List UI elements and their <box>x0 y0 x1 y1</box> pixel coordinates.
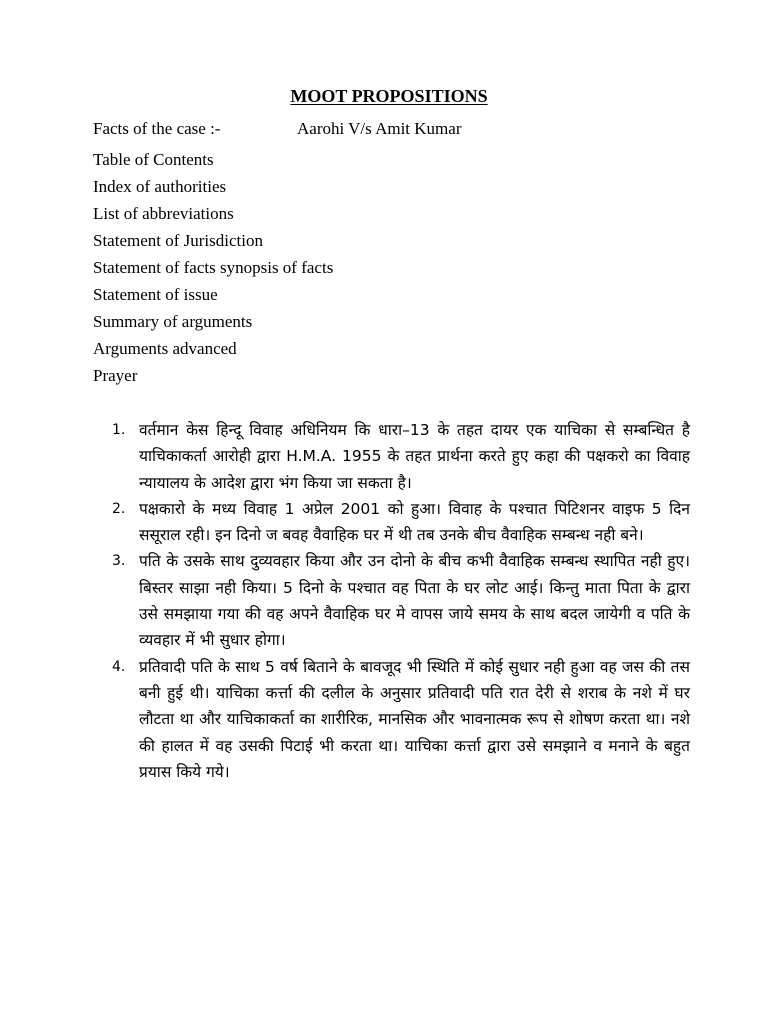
fact-text: वर्तमान केस हिन्दू विवाह अधिनियम कि धारा–13 के तहत दायर एक याचिका से सम्बन्धित है याचिकाकर्ता आरोही द्वारा H.M.A. 1955 के तहत प्रार्थना करते हुए कहा की पक्षकरो का विवाह न्यायालय के आदेश द्वारा भंग किया जा सकता है। <box>139 421 690 492</box>
facts-label: Facts of the case :- <box>93 119 221 138</box>
fact-item <box>112 654 690 785</box>
contents-item: Statement of facts synopsis of facts <box>93 258 334 277</box>
contents-item: Arguments advanced <box>93 339 237 358</box>
contents-item: Summary of arguments <box>93 312 253 331</box>
facts-of-case-row <box>93 119 693 139</box>
contents-item: Table of Contents <box>93 150 214 169</box>
contents-list <box>93 149 333 392</box>
fact-text: पक्षकारो के मध्य विवाह 1 अप्रेल 2001 को हुआ। विवाह के पश्चात पिटिशनर वाइफ 5 दिन ससूराल रही। इन दिनो ज बवह वैवाहिक घर में थी तब उनके बीच वैवाहिक सम्बन्ध नही बने। <box>139 499 690 545</box>
contents-item: List of abbreviations <box>93 204 234 223</box>
fact-text: पति के उसके साथ दुव्यवहार किया और उन दोनो के बीच कभी वैवाहिक सम्बन्ध स्थापित नही हुए। बिस्तर साझा नही किया। 5 दिनो के पश्चात वह पिता के घर लोट आई। किन्तु माता पिता के द्वारा उसे समझाया गया की वह अपने वैवाहिक घर मे वापस जाये समय के साथ बदल जायेगी व पति के व्यवहार में भी सुधार होगा। <box>139 552 690 650</box>
contents-item: Index of authorities <box>93 177 227 196</box>
fact-number: 2. <box>112 500 126 517</box>
fact-number: 3. <box>112 553 126 570</box>
contents-item: Statement of issue <box>93 285 218 304</box>
fact-text: प्रतिवादी पति के साथ 5 वर्ष बिताने के बावजूद भी स्थिति में कोई सुधार नही हुआ वह जस की तस बनी हुई थी। याचिका कर्त्ता की दलील के अनुसार प्रतिवादी पति रात देरी से शराब के नशे में घर लौटता था और याचिकाकर्ता का शारीरिक, मानसिक और भावनात्मक रूप से शोषण करता था। नशे की हालत में वह उसकी पिटाई भी करता था। याचिका कर्त्ता द्वारा उसे समझाने व मनाने के बहुत प्रयास किये गये। <box>139 657 690 781</box>
facts-list <box>112 417 690 785</box>
document-title: MOOT PROPOSITIONS <box>290 86 488 106</box>
fact-number: 1. <box>112 422 126 438</box>
contents-item: Prayer <box>93 366 138 385</box>
fact-item <box>112 496 690 549</box>
contents-item: Statement of Jurisdiction <box>93 231 263 250</box>
fact-number: 4. <box>112 658 126 675</box>
case-name: Aarohi V/s Amit Kumar <box>297 119 462 138</box>
fact-item <box>112 417 690 496</box>
fact-item <box>112 548 690 653</box>
